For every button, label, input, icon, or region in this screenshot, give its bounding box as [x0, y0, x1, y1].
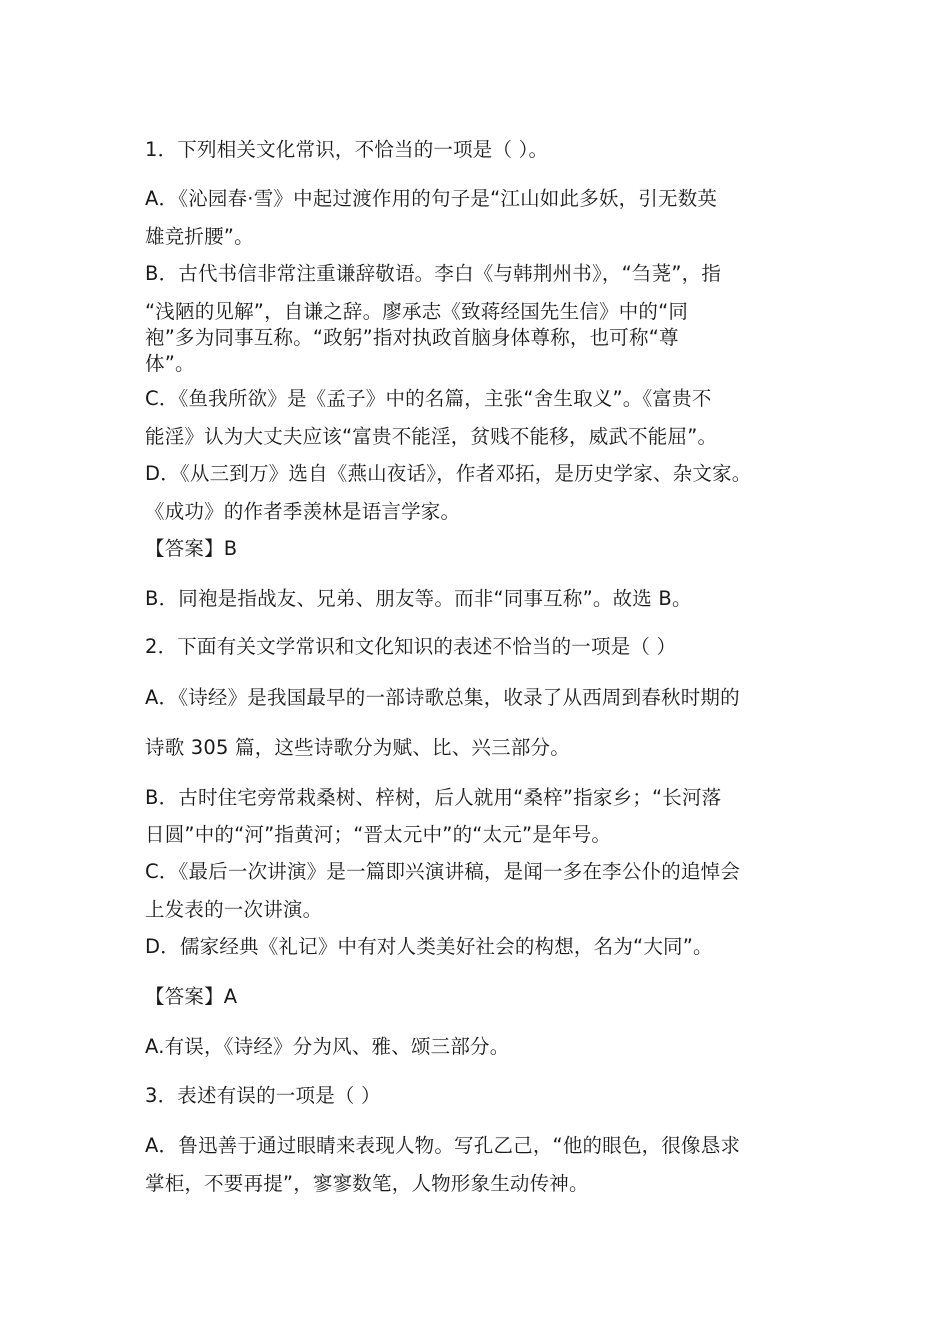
question-1-answer: 【答案】B [145, 537, 238, 560]
question-1-option-a-line-2: 雄竞折腰”。 [145, 225, 254, 248]
question-2-option-d: D．儒家经典《礼记》中有对人类美好社会的构想，名为“大同”。 [145, 935, 713, 958]
question-2-answer: 【答案】A [145, 985, 238, 1008]
question-2-option-c-line-2: 上发表的一次讲演。 [145, 898, 323, 921]
question-1-option-a-line-1: A．《沁园春·雪》中起过渡作用的句子是“江山如此多妖，引无数英 [145, 187, 718, 210]
question-3-stem: 3．表述有误的一项是（ ） [145, 1084, 381, 1107]
question-1-option-b-line-2: “浅陋的见解”，自谦之辞。廖承志《致蒋经国先生信》中的“同 [145, 300, 689, 323]
question-2-option-a-line-1: A．《诗经》是我国最早的一部诗歌总集，收录了从西周到春秋时期的 [145, 686, 740, 709]
question-2-explanation: A.有误，《诗经》分为风、雅、颂三部分。 [145, 1035, 510, 1058]
question-1-option-c-line-2: 能淫》认为大丈夫应该“富贵不能淫，贫贱不能移，威武不能屈”。 [145, 425, 718, 448]
question-3-option-a-line-1: A．鲁迅善于通过眼睛来表现人物。写孔乙己，“他的眼色，很像恳求 [145, 1134, 741, 1157]
question-2-option-b-line-1: B．古时住宅旁常栽桑树、梓树，后人就用“桑梓”指家乡；“长河落 [145, 786, 722, 809]
question-1-option-d-line-1: D．《从三到万》选自《燕山夜话》，作者邓拓，是历史学家、杂文家。 [145, 462, 752, 485]
question-2-option-b-line-2: 日圆”中的“河”指黄河；“晋太元中”的“太元”是年号。 [145, 823, 612, 846]
question-1-option-d-line-2: 《成功》的作者季羡林是语言学家。 [145, 500, 461, 523]
question-1-stem: 1．下列相关文化常识，不恰当的一项是（ ）。 [145, 138, 549, 161]
question-3-option-a-line-2: 掌柜，不要再提”，寥寥数笔，人物形象生动传神。 [145, 1172, 589, 1195]
question-1-option-b-line-4: 体”。 [145, 352, 195, 375]
question-1-option-b-line-3: 袍”多为同事互称。“政躬”指对执政首脑身体尊称，也可称“尊 [145, 326, 679, 349]
question-2-option-a-line-2: 诗歌 305 篇，这些诗歌分为赋、比、兴三部分。 [145, 736, 570, 759]
question-1-explanation: B．同袍是指战友、兄弟、朋友等。而非“同事互称”。故选 B。 [145, 587, 692, 610]
question-1-option-c-line-1: C．《鱼我所欲》是《孟子》中的名篇，主张“舍生取义”。《富贵不 [145, 387, 712, 410]
question-2-stem: 2．下面有关文学常识和文化知识的表述不恰当的一项是（ ） [145, 635, 677, 658]
question-2-option-c-line-1: C．《最后一次讲演》是一篇即兴演讲稿，是闻一多在李公仆的追悼会 [145, 860, 741, 883]
question-1-option-b-line-1: B．古代书信非常注重谦辞敬语。李白《与韩荆州书》，“刍荛”，指 [145, 262, 722, 285]
